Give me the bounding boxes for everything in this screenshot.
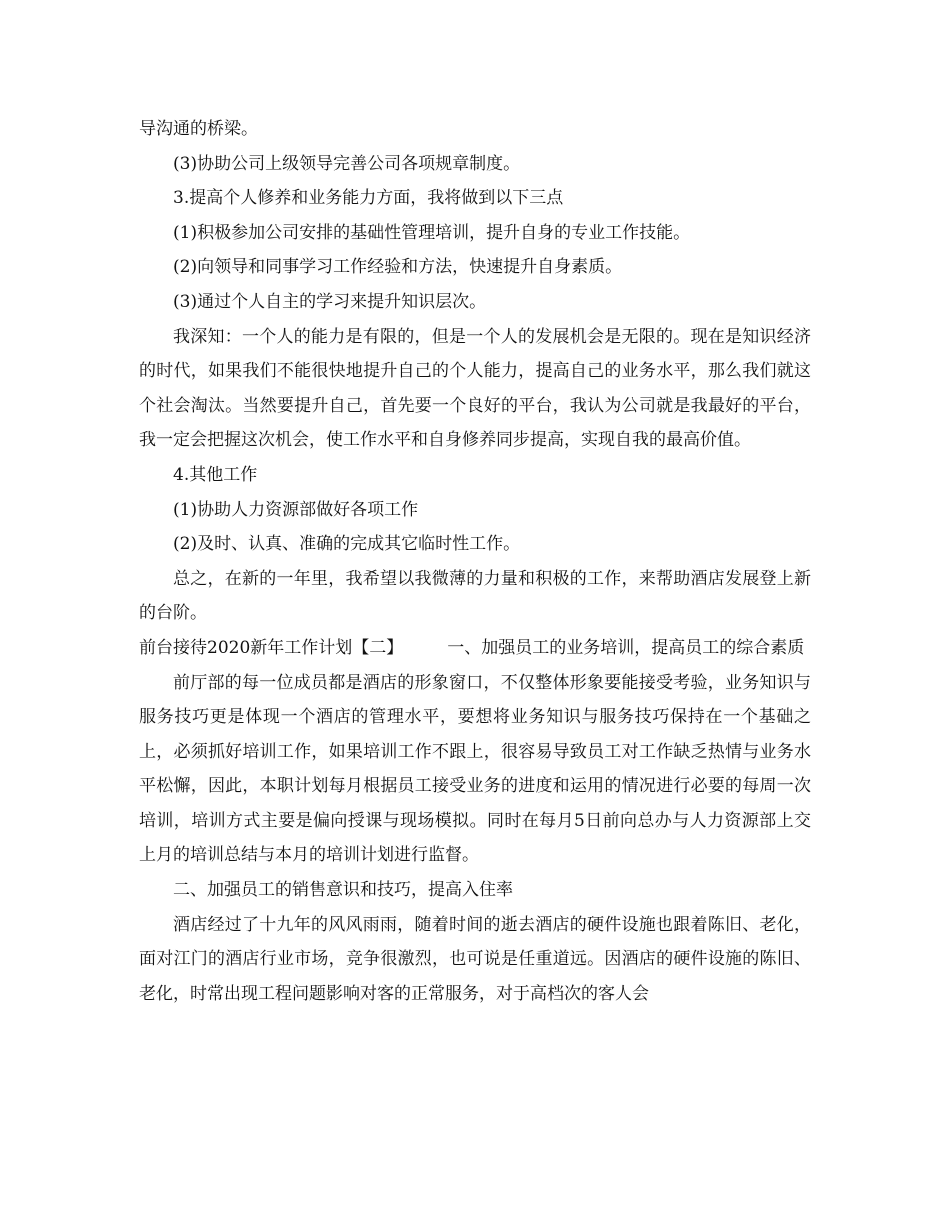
paragraph: 前厅部的每一位成员都是酒店的形象窗口，不仅整体形象要能接受考验，业务知识与服务技巧更是体现一个酒店的管理水平，要想将业务知识与服务技巧保持在一个基础之上，必须抓好培训工作，如果培训工作不跟上，很容易导致员工对工作缺乏热情与业务水平松懈，因此，本职计划每月根据员工接受业务的进度和运用的情况进行必要的每周一次培训，培训方式主要是偏向授课与现场模拟。同时在每月5日前向总办与人力资源部上交上月的培训总结与本月的培训计划进行监督。: [139, 672, 811, 866]
paragraph: 总之，在新的一年里，我希望以我微薄的力量和积极的工作，来帮助酒店发展登上新的台阶。: [139, 568, 811, 624]
paragraph: 二、加强员工的销售意识和技巧，提高入住率: [173, 880, 513, 901]
paragraph: 酒店经过了十九年的风风雨雨，随着时间的逝去酒店的硬件设施也跟着陈旧、老化，面对江门的酒店行业市场，竞争很激烈，也可说是任重道远。因酒店的硬件设施的陈旧、老化，时常出现工程问题影响对客的正常服务，对于高档次的客人会: [139, 914, 811, 1004]
document-body: [139, 112, 811, 1011]
paragraph: (2)及时、认真、准确的完成其它临时性工作。: [173, 534, 521, 555]
paragraph: 3.提高个人修养和业务能力方面，我将做到以下三点: [173, 188, 564, 209]
section-heading: [139, 631, 811, 666]
paragraph: (3)通过个人自主的学习来提升知识层次。: [173, 291, 487, 312]
paragraph: (1)积极参加公司安排的基础性管理培训，提升自身的专业工作技能。: [173, 222, 691, 243]
paragraph: (2)向领导和同事学习工作经验和方法，快速提升自身素质。: [173, 257, 623, 278]
paragraph: 4.其他工作: [173, 464, 258, 485]
paragraph: (3)协助公司上级领导完善公司各项规章制度。: [173, 153, 521, 174]
paragraph: (1)协助人力资源部做好各项工作: [173, 499, 419, 520]
paragraph: 导沟通的桥梁。: [139, 119, 258, 139]
paragraph: 我深知：一个人的能力是有限的，但是一个人的发展机会是无限的。现在是知识经济的时代，如果我们不能很快地提升自己的个人能力，提高自己的业务水平，那么我们就这个社会淘汰。当然要提升自己，首先要一个良好的平台，我认为公司就是我最好的平台，我一定会把握这次机会，使工作水平和自身修养同步提高，实现自我的最高价值。: [139, 326, 811, 451]
section-title: 前台接待2020新年工作计划【二】: [139, 637, 404, 658]
section-subtitle: 一、加强员工的业务培训，提高员工的综合素质: [447, 637, 805, 658]
